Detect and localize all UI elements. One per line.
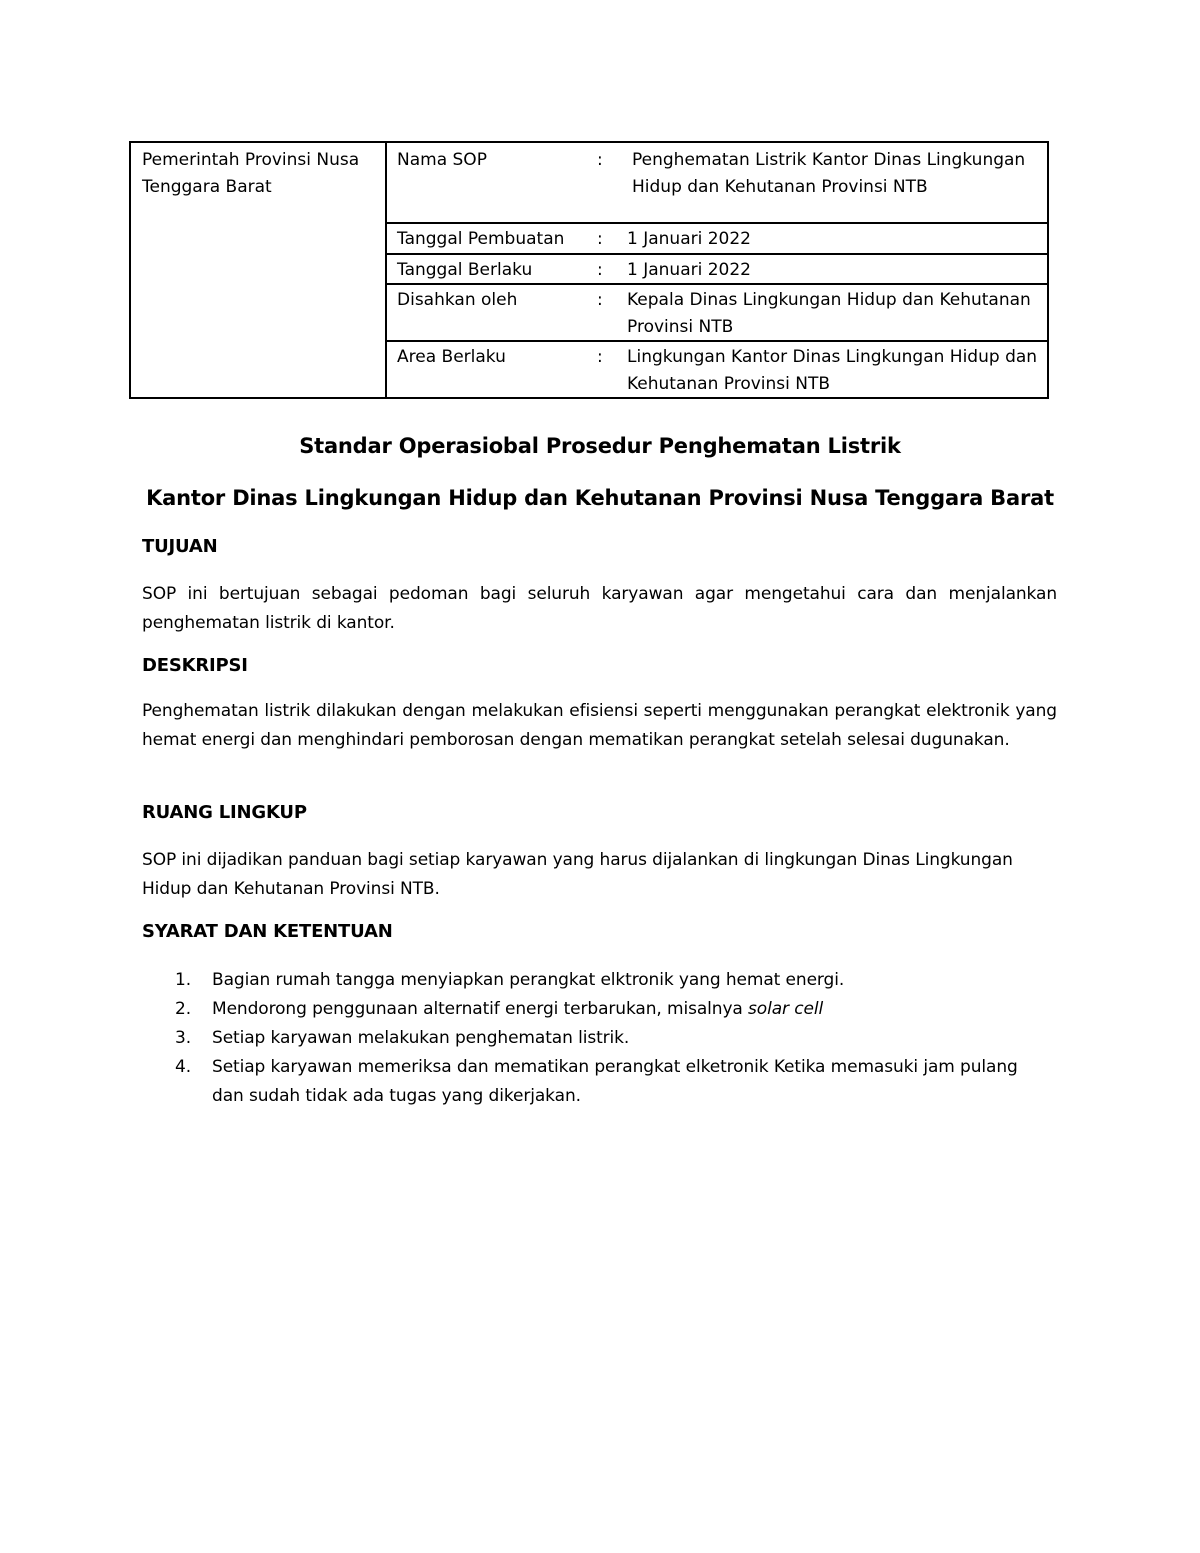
organization-cell: Pemerintah Provinsi Nusa Tenggara Barat bbox=[130, 142, 386, 398]
section-ruang-lingkup bbox=[142, 802, 1057, 823]
requirements-list bbox=[142, 966, 1057, 1111]
value-tanggal-berlaku: 1 Januari 2022 bbox=[627, 254, 1048, 285]
colon: : bbox=[597, 142, 627, 223]
list-item bbox=[142, 966, 1057, 995]
section-syarat bbox=[142, 921, 1057, 942]
colon: : bbox=[597, 341, 627, 398]
label-nama-sop: Nama SOP bbox=[386, 142, 597, 223]
value-tanggal-pembuatan: 1 Januari 2022 bbox=[627, 223, 1048, 254]
ruang-lingkup-text: SOP ini dijadikan panduan bagi setiap karyawan yang harus dijalankan di lingkungan Dinas Lingkungan Hidup dan Kehutanan Provinsi NTB. bbox=[142, 850, 1013, 899]
section-deskripsi bbox=[142, 655, 1057, 676]
document-title-line1: Standar Operasiobal Prosedur Penghematan Listrik bbox=[299, 434, 901, 458]
list-item-text: Mendorong penggunaan alternatif energi terbarukan, misalnya bbox=[212, 999, 749, 1019]
section-tujuan-body bbox=[142, 580, 1057, 638]
colon: : bbox=[597, 284, 627, 341]
value-nama-sop: Penghematan Listrik Kantor Dinas Lingkungan Hidup dan Kehutanan Provinsi NTB bbox=[627, 142, 1048, 223]
list-number: 3. bbox=[175, 1028, 192, 1048]
list-item-text: Bagian rumah tangga menyiapkan perangkat elktronik yang hemat energi. bbox=[212, 970, 845, 990]
sop-header-table bbox=[129, 141, 1049, 399]
value-area-berlaku: Lingkungan Kantor Dinas Lingkungan Hidup dan Kehutanan Provinsi NTB bbox=[627, 341, 1048, 398]
section-heading-ruang-lingkup: RUANG LINGKUP bbox=[142, 802, 307, 823]
label-tanggal-berlaku: Tanggal Berlaku bbox=[386, 254, 597, 285]
section-heading-tujuan: TUJUAN bbox=[142, 536, 218, 557]
value-disahkan-oleh: Kepala Dinas Lingkungan Hidup dan Kehutanan Provinsi NTB bbox=[627, 284, 1048, 341]
tujuan-text: SOP ini bertujuan sebagai pedoman bagi seluruh karyawan agar mengetahui cara dan menjalankan penghematan listrik di kantor. bbox=[142, 584, 1057, 633]
list-item-text: Setiap karyawan melakukan penghematan listrik. bbox=[212, 1028, 630, 1048]
section-deskripsi-body bbox=[142, 697, 1057, 755]
list-item bbox=[142, 1053, 1057, 1111]
section-ruang-lingkup-body bbox=[142, 846, 1032, 904]
list-item bbox=[142, 1024, 1057, 1053]
list-item bbox=[142, 995, 1057, 1024]
list-item-italic-term: solar cell bbox=[748, 999, 824, 1019]
document-title-line2: Kantor Dinas Lingkungan Hidup dan Kehutanan Provinsi Nusa Tenggara Barat bbox=[146, 486, 1054, 510]
label-tanggal-pembuatan: Tanggal Pembuatan bbox=[386, 223, 597, 254]
colon: : bbox=[597, 254, 627, 285]
list-number: 4. bbox=[175, 1057, 192, 1077]
list-number: 1. bbox=[175, 970, 192, 990]
label-area-berlaku: Area Berlaku bbox=[386, 341, 597, 398]
header-row-nama-sop bbox=[130, 142, 1048, 223]
list-item-text: Setiap karyawan memeriksa dan mematikan perangkat elketronik Ketika memasuki jam pulang dan sudah tidak ada tugas yang dikerjakan. bbox=[212, 1057, 1018, 1106]
label-disahkan-oleh: Disahkan oleh bbox=[386, 284, 597, 341]
deskripsi-text: Penghematan listrik dilakukan dengan melakukan efisiensi seperti menggunakan perangkat elektronik yang hemat energi dan menghindari pemborosan dengan mematikan perangkat setelah selesai dugunakan. bbox=[142, 701, 1057, 750]
colon: : bbox=[597, 223, 627, 254]
section-tujuan bbox=[142, 536, 1057, 557]
list-number: 2. bbox=[175, 999, 192, 1019]
section-heading-syarat: SYARAT DAN KETENTUAN bbox=[142, 921, 393, 942]
section-heading-deskripsi: DESKRIPSI bbox=[142, 655, 248, 676]
